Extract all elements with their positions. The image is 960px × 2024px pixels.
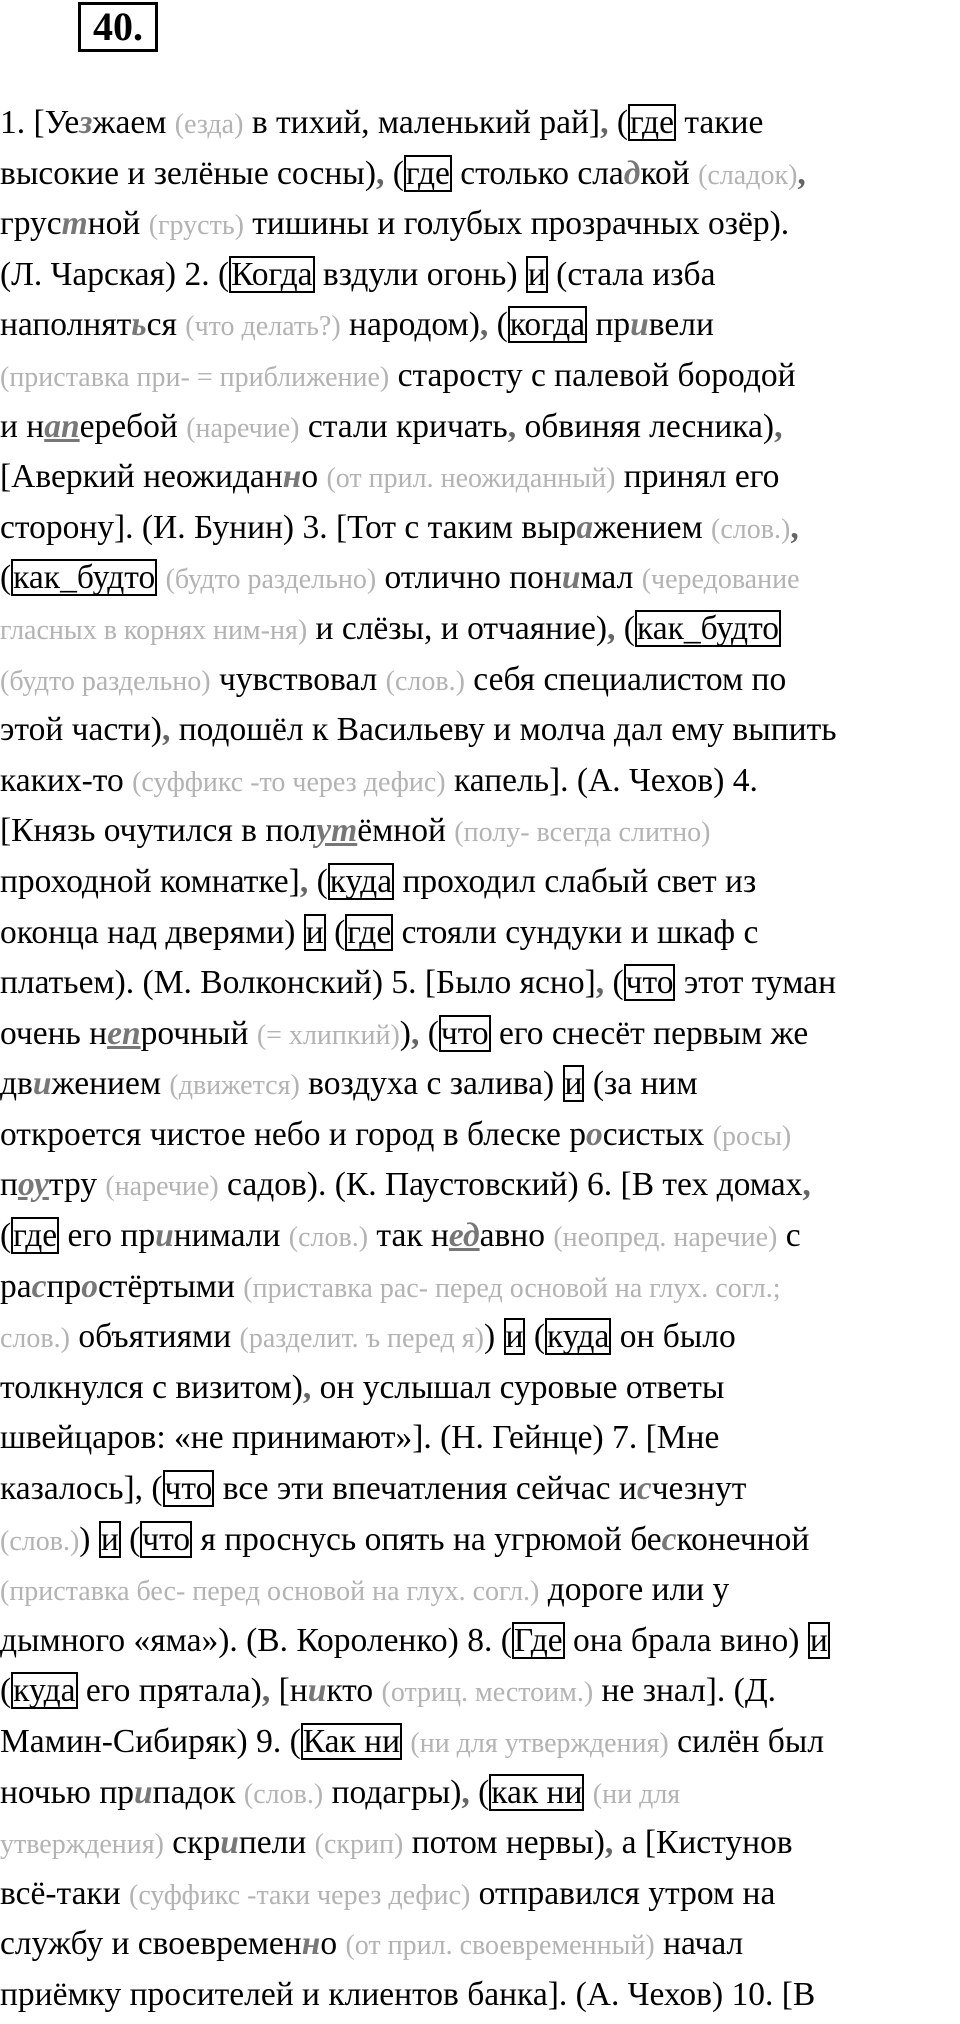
boxed-conjunction: когда: [509, 306, 586, 344]
text-run: о: [320, 1925, 346, 1963]
text-run: так н: [368, 1217, 449, 1255]
text-run: тишины и голубых прозрачных озёр).: [243, 205, 790, 243]
text-line: [0, 149, 960, 200]
text-run: мал: [580, 559, 642, 597]
text-run: падок: [152, 1773, 244, 1811]
text-run: высокие и зелёные сосны): [0, 154, 376, 192]
text-run: службу и своевремен: [0, 1925, 302, 1963]
text-run: (: [604, 964, 624, 1002]
grey-annotation: (от прил. своевременный): [345, 1930, 655, 1962]
text-run: дымного «яма»). (В. Короленко) 8. (: [0, 1621, 512, 1659]
text-run: приёмку просителей и клиентов банка]. (А. Чехов) 10. [В: [0, 1975, 816, 2013]
text-run: народом): [340, 306, 480, 344]
boxed-conjunction: и: [527, 255, 546, 293]
text-run: (: [384, 154, 404, 192]
text-run: (: [0, 559, 12, 597]
text-run: ночью пр: [0, 1773, 135, 1811]
highlighted-letter: д: [623, 154, 641, 192]
boxed-conjunction: что: [440, 1014, 489, 1052]
text-run: отправился утром на: [470, 1874, 776, 1912]
text-run: сторону]. (И. Бунин) 3. [Тот с таким выр: [0, 508, 577, 546]
text-line: [0, 1262, 960, 1313]
text-run: о: [301, 458, 327, 496]
grey-annotation: (слов.): [243, 1778, 324, 1810]
highlighted-letter: ь: [131, 306, 147, 344]
comma-mark: ,: [299, 862, 309, 900]
highlighted-letter: и: [155, 1217, 174, 1255]
grey-annotation: (отриц. местоим.): [381, 1677, 594, 1709]
text-line: [0, 1919, 960, 1970]
text-run: (: [0, 1217, 12, 1255]
grey-annotation: (приставка рас- перед основой на глух. согл.;: [243, 1272, 781, 1304]
text-run: (Л. Чарская) 2. (: [0, 255, 230, 293]
comma-mark: ,: [507, 407, 517, 445]
boxed-conjunction: куда: [329, 862, 393, 900]
text-line: [0, 1211, 960, 1262]
text-run: (: [615, 609, 635, 647]
text-run: наполнят: [0, 306, 132, 344]
highlighted-letter: и: [307, 1672, 327, 1710]
grey-annotation: (разделит. ъ перед я): [239, 1323, 484, 1355]
text-run: такие: [675, 104, 764, 141]
grey-annotation: (приставка бес- перед основой на глух. согл.): [0, 1576, 540, 1608]
underlined-letters: оу: [17, 1166, 49, 1204]
text-line: [0, 1312, 960, 1363]
comma-mark: ,: [797, 154, 806, 192]
grey-annotation: (росы): [712, 1120, 792, 1152]
grey-annotation: (ни для: [592, 1778, 681, 1810]
text-run: (: [120, 1520, 141, 1558]
text-line: [0, 1768, 960, 1819]
highlighted-letter: и: [561, 559, 581, 597]
text-run: жением: [593, 508, 712, 546]
text-line: [0, 1363, 960, 1414]
text-run: себя специалистом по: [464, 660, 787, 698]
boxed-conjunction: куда: [546, 1318, 610, 1356]
boxed-conjunction: как ни: [491, 1773, 583, 1811]
grey-annotation: (движется): [169, 1070, 300, 1102]
boxed-conjunction: как_будто: [636, 609, 780, 647]
text-run: воздуха с залива): [299, 1065, 563, 1103]
text-run: рочный: [140, 1014, 257, 1052]
grey-annotation: (слов.): [288, 1222, 369, 1254]
text-line: [0, 1818, 960, 1869]
text-run: его прятала): [77, 1672, 262, 1710]
text-run: вздули огонь): [314, 255, 526, 293]
highlighted-letter: о: [585, 1115, 603, 1153]
highlighted-letter: и: [134, 1773, 153, 1811]
text-run: ся: [146, 306, 186, 344]
grey-annotation: гласных в корнях ним-ня): [0, 614, 308, 646]
text-run: объятиями: [69, 1318, 240, 1356]
comma-mark: ,: [410, 1014, 420, 1052]
boxed-conjunction: куда: [13, 1672, 76, 1710]
highlighted-letter: и: [220, 1824, 239, 1862]
text-run: капель]. (А. Чехов) 4.: [445, 761, 758, 799]
grey-annotation: (ни для утверждения): [410, 1728, 669, 1759]
boxed-conjunction: и: [305, 913, 324, 951]
text-line: [0, 553, 960, 604]
text-line: [0, 503, 960, 554]
text-run: отлично пон: [376, 559, 562, 597]
comma-mark: ,: [607, 609, 616, 647]
boxed-conjunction: что: [164, 1470, 213, 1508]
boxed-conjunction: как_будто: [13, 559, 156, 597]
grey-annotation: (слов.): [0, 1525, 80, 1557]
text-run: подошёл к Васильеву и молча дал ему выпить: [170, 711, 837, 749]
text-line: [0, 958, 960, 1009]
text-run: конечной: [676, 1520, 810, 1558]
text-line: [0, 1970, 960, 2021]
highlighted-letter: а: [576, 508, 594, 546]
text-run: силён был: [668, 1723, 825, 1760]
boxed-conjunction: что: [625, 964, 674, 1002]
comma-mark: ,: [802, 1166, 811, 1204]
grey-annotation: (приставка при- = приближение): [0, 361, 390, 393]
text-line: [0, 705, 960, 756]
text-run: дороге или у: [539, 1571, 730, 1609]
text-line: [0, 402, 960, 453]
text-run: чезнут: [651, 1470, 747, 1508]
text-run: платьем). (М. Волконский) 5. [Было ясно]: [0, 964, 596, 1002]
text-run: Мамин-Сибиряк) 9. (: [0, 1723, 301, 1760]
text-run: ): [399, 1014, 411, 1052]
text-run: скр: [163, 1824, 221, 1862]
text-run: ): [79, 1520, 99, 1558]
text-line: [0, 806, 960, 857]
text-run: она брала вино): [564, 1621, 808, 1659]
boxed-conjunction: и: [100, 1520, 119, 1558]
boxed-conjunction: Как ни: [302, 1723, 401, 1760]
exercise-text: [0, 98, 960, 2021]
grey-annotation: (суффикс -таки через дефис): [129, 1879, 471, 1911]
text-run: стали кричать: [299, 407, 508, 445]
comma-mark: ,: [479, 306, 489, 344]
highlighted-letter: и: [630, 306, 649, 344]
text-run: ной: [87, 205, 149, 243]
text-line: [0, 1464, 960, 1515]
text-line: [0, 98, 960, 149]
text-run: грус: [0, 205, 62, 243]
text-run: садов). (К. Паустовский) 6. [В тех домах: [218, 1166, 803, 1204]
boxed-conjunction: и: [809, 1621, 828, 1659]
comma-mark: ,: [161, 711, 171, 749]
text-run: пели: [238, 1824, 315, 1862]
text-run: не знал]. (Д.: [593, 1672, 777, 1710]
text-run: а [Кистунов: [613, 1824, 793, 1862]
underlined-letters: еп: [107, 1014, 141, 1052]
grey-annotation: (будто раздельно): [0, 665, 211, 697]
text-run: проходной комнатке]: [0, 862, 300, 900]
text-run: вели: [648, 306, 714, 344]
text-run: еребой: [79, 407, 187, 445]
text-run: (: [469, 1773, 490, 1811]
grey-annotation: (от прил. неожиданный): [326, 463, 616, 495]
comma-mark: ,: [600, 104, 609, 141]
text-line: [0, 1160, 960, 1211]
text-line: [0, 1009, 960, 1060]
text-run: его снесёт первым же: [490, 1014, 809, 1052]
text-run: этой части): [0, 711, 162, 749]
boxed-conjunction: что: [142, 1520, 191, 1558]
text-run: авно: [479, 1217, 554, 1255]
text-line: [0, 452, 960, 503]
text-run: с: [777, 1217, 801, 1255]
text-line: [0, 1059, 960, 1110]
text-run: принял его: [615, 458, 780, 496]
grey-annotation: (грусть): [148, 210, 244, 242]
text-run: оконца над дверями): [0, 913, 304, 951]
underlined-letters: ап: [44, 407, 80, 445]
boxed-conjunction: где: [347, 913, 392, 951]
text-run: все эти впечатления сейчас и: [214, 1470, 637, 1508]
text-line: [0, 1616, 960, 1667]
highlighted-letter: н: [301, 1925, 321, 1963]
text-run: и слёзы, и отчаяние): [307, 609, 608, 647]
text-run: систых: [602, 1115, 713, 1153]
text-run: кой: [640, 154, 699, 192]
text-run: стёртыми: [97, 1267, 244, 1305]
highlighted-letter: т: [61, 205, 88, 243]
text-line: [0, 1869, 960, 1920]
text-run: швейцаров: «не принимают»]. (Н. Гейнце) 7. [Мне: [0, 1419, 720, 1457]
text-line: [0, 857, 960, 908]
comma-mark: ,: [461, 1773, 470, 1811]
text-run: дв: [0, 1065, 33, 1103]
text-run: ёмной: [357, 812, 455, 850]
text-run: его пр: [59, 1217, 156, 1255]
text-run: [157, 559, 165, 596]
exercise-number: 40.: [78, 2, 158, 52]
grey-annotation: (слов.): [711, 513, 791, 545]
comma-mark: ,: [375, 154, 385, 192]
boxed-conjunction: где: [13, 1217, 58, 1255]
text-run: старосту с палевой бородой: [389, 356, 796, 394]
grey-annotation: (что делать?): [185, 311, 341, 343]
text-run: чувствовал: [210, 660, 386, 698]
grey-annotation: (чередование: [641, 564, 800, 596]
comma-mark: ,: [595, 964, 605, 1002]
text-run: проходил слабый свет из: [394, 862, 757, 900]
text-run: (: [608, 104, 628, 141]
grey-annotation: (будто раздельно): [165, 564, 377, 596]
grey-annotation: (слов.): [385, 665, 465, 697]
boxed-conjunction: где: [405, 154, 450, 192]
text-run: толкнулся с визитом): [0, 1368, 303, 1406]
text-line: [0, 908, 960, 959]
boxed-conjunction: Когда: [231, 255, 313, 293]
text-run: 1. [Уе: [0, 104, 80, 141]
text-run: п: [0, 1166, 18, 1204]
text-run: нимали: [173, 1217, 289, 1255]
grey-annotation: (скрип): [314, 1829, 404, 1861]
text-line: [0, 756, 960, 807]
boxed-conjunction: где: [629, 104, 674, 141]
highlighted-letter: с: [31, 1267, 47, 1305]
highlighted-letter: н: [282, 458, 302, 496]
text-run: (стала изба: [547, 255, 716, 293]
text-line: [0, 1666, 960, 1717]
text-run: кто: [326, 1672, 382, 1710]
text-run: (: [0, 1672, 12, 1710]
grey-annotation: (= хлипкий): [256, 1019, 400, 1051]
text-run: он услышал суровые ответы: [311, 1368, 725, 1406]
text-run: (: [419, 1014, 439, 1052]
text-run: каких-то: [0, 761, 133, 799]
text-run: я проснусь опять на угрюмой бе: [192, 1520, 662, 1558]
text-run: очень н: [0, 1014, 108, 1052]
text-run: (: [488, 306, 508, 344]
text-run: (: [325, 913, 346, 951]
text-run: [584, 1774, 592, 1811]
text-run: откроется чистое небо и город в блеске р: [0, 1115, 586, 1153]
text-run: [Князь очутился в пол: [0, 812, 317, 850]
text-run: стояли сундуки и шкаф с: [393, 913, 759, 951]
text-run: тру: [48, 1166, 106, 1204]
comma-mark: ,: [302, 1368, 312, 1406]
grey-annotation: (наречие): [186, 412, 300, 444]
highlighted-letter: с: [636, 1470, 652, 1508]
text-run: в тихий, маленький рай]: [243, 104, 601, 141]
text-line: [0, 351, 960, 402]
comma-mark: ,: [261, 1672, 271, 1710]
text-run: [Аверкий неожидан: [0, 458, 283, 496]
text-run: начал: [654, 1925, 744, 1963]
text-line: [0, 199, 960, 250]
grey-annotation: утверждения): [0, 1829, 164, 1861]
text-line: [0, 1413, 960, 1464]
grey-annotation: (суффикс -то через дефис): [132, 766, 446, 798]
text-run: пр: [46, 1267, 82, 1305]
text-run: всё-таки: [0, 1874, 130, 1912]
boxed-conjunction: Где: [513, 1621, 563, 1659]
text-run: этот туман: [675, 964, 837, 1002]
text-run: обвиняя лесника): [516, 407, 775, 445]
text-run: столько сла: [451, 154, 624, 192]
text-line: [0, 250, 960, 301]
grey-annotation: (неопред. наречие): [553, 1222, 778, 1254]
text-run: (: [308, 862, 328, 900]
grey-annotation: слов.): [0, 1323, 70, 1355]
text-run: жаем: [92, 104, 175, 141]
text-line: [0, 1515, 960, 1566]
text-line: [0, 604, 960, 655]
grey-annotation: (наречие): [105, 1171, 219, 1203]
highlighted-letter: и: [32, 1065, 52, 1103]
text-run: казалось], (: [0, 1470, 163, 1508]
underlined-letters: ед: [448, 1217, 480, 1255]
grey-annotation: (полу- всегда слитно): [454, 817, 711, 849]
text-run: пр: [587, 306, 631, 344]
text-run: ра: [0, 1267, 32, 1305]
highlighted-letter: з: [79, 104, 93, 141]
text-line: [0, 1565, 960, 1616]
boxed-conjunction: и: [564, 1065, 583, 1103]
text-line: [0, 1110, 960, 1161]
text-run: жением: [51, 1065, 170, 1103]
text-run: ): [483, 1318, 504, 1356]
grey-annotation: (езда): [174, 109, 244, 140]
boxed-conjunction: и: [505, 1318, 524, 1356]
text-run: и н: [0, 407, 45, 445]
grey-annotation: (сладок): [698, 159, 798, 191]
text-run: [н: [270, 1672, 308, 1710]
text-run: (за ним: [584, 1065, 698, 1103]
text-run: (: [525, 1318, 545, 1356]
text-run: потом нервы): [403, 1824, 605, 1862]
comma-mark: ,: [774, 407, 783, 445]
text-line: [0, 655, 960, 706]
text-run: он было: [611, 1318, 736, 1356]
comma-mark: ,: [604, 1824, 614, 1862]
highlighted-letter: о: [81, 1267, 98, 1305]
text-line: [0, 1717, 960, 1768]
text-run: подагры): [323, 1773, 462, 1811]
underlined-letters: ут: [316, 812, 358, 850]
comma-mark: ,: [790, 508, 799, 546]
text-line: [0, 300, 960, 351]
highlighted-letter: с: [661, 1520, 677, 1558]
